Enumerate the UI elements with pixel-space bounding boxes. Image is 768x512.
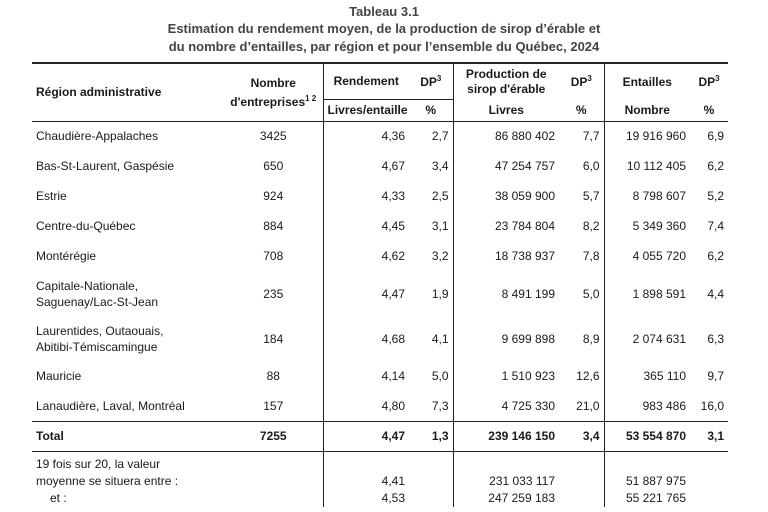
cell-entailles: 1 898 591 (604, 271, 690, 316)
cell-production: 38 059 900 (453, 181, 559, 211)
table-row (32, 391, 728, 421)
cell-entreprises: 884 (263, 219, 284, 233)
cell-entreprises: 157 (263, 398, 284, 413)
cell-dp-production: 7,7 (582, 129, 600, 144)
cell-dp-production: 6,0 (582, 159, 600, 173)
cell-rendement: 4,33 (323, 181, 409, 211)
cell-rendement: 4,62 (323, 241, 409, 271)
cell-dp-production: 5,7 (582, 189, 600, 203)
cell-production: 18 738 937 (453, 241, 559, 271)
cell-entailles: 10 112 405 (604, 151, 690, 181)
unit-dp-rendement: % (409, 99, 453, 121)
data-table (32, 62, 728, 507)
cell-entailles: 8 798 607 (604, 181, 690, 211)
table-row (32, 361, 728, 391)
cell-region: Bas-St-Laurent, Gaspésie (36, 159, 175, 173)
cell-rendement: 4,67 (323, 151, 409, 181)
total-dp-production: 3,4 (559, 421, 604, 451)
unit-dp-entailles: % (690, 99, 728, 121)
confidence-row (32, 451, 728, 507)
table-title-line2: du nombre d’entailles, par région et pour l’ensemble du Québec, 2024 (168, 39, 600, 54)
cell-entailles: 4 055 720 (604, 241, 690, 271)
confidence-empty (409, 451, 453, 507)
header-entailles: Entailles (604, 63, 690, 99)
cell-dp-entailles: 16,0 (700, 398, 724, 413)
cell-rendement: 4,47 (323, 271, 409, 316)
cell-production: 86 880 402 (453, 121, 559, 151)
confidence-empty (224, 451, 323, 507)
cell-production: 9 699 898 (453, 316, 559, 361)
table-row (32, 181, 728, 211)
cell-dp-entailles: 4,4 (707, 286, 724, 301)
cell-dp-entailles: 7,4 (707, 219, 724, 233)
unit-entailles: Nombre (604, 99, 690, 121)
cell-dp-rendement: 3,1 (431, 219, 449, 233)
confidence-label: 19 fois sur 20, la valeur moyenne se situera entre : et : (36, 456, 179, 505)
cell-dp-production: 5,0 (582, 286, 600, 301)
table-row (32, 271, 728, 316)
cell-rendement: 4,36 (323, 121, 409, 151)
cell-production: 47 254 757 (453, 151, 559, 181)
cell-entreprises: 235 (263, 286, 284, 301)
cell-rendement: 4,45 (323, 211, 409, 241)
table-label: Tableau 3.1 (349, 4, 419, 19)
cell-rendement: 4,80 (323, 391, 409, 421)
cell-dp-entailles: 6,3 (707, 331, 724, 346)
total-entailles: 53 554 870 (604, 421, 690, 451)
confidence-production: 231 033 117 247 259 183 (453, 451, 559, 507)
header-dp-rendement: $DP^3$ (409, 63, 453, 99)
cell-dp-entailles: 6,2 (707, 159, 724, 173)
cell-region: Mauricie (36, 369, 82, 383)
cell-entailles: 2 074 631 (604, 316, 690, 361)
table-row (32, 151, 728, 181)
cell-dp-production: 12,6 (576, 369, 600, 383)
cell-region: Montérégie (36, 249, 97, 263)
table-title-line1: Estimation du rendement moyen, de la production de sirop d’érable et (167, 21, 601, 36)
cell-production: 8 491 199 (453, 271, 559, 316)
header-rendement: Rendement (323, 63, 409, 99)
cell-entreprises: 650 (263, 159, 284, 173)
cell-entreprises: 924 (263, 189, 284, 203)
cell-dp-rendement: 1,9 (431, 286, 449, 301)
cell-dp-production: 21,0 (576, 398, 600, 413)
cell-dp-rendement: 3,4 (431, 159, 449, 173)
total-dp-entailles: 3,1 (690, 421, 728, 451)
cell-dp-production: 7,8 (582, 249, 600, 263)
header-dp-entailles: $DP^3$ (690, 63, 728, 99)
unit-dp-production: % (559, 99, 604, 121)
cell-region: Chaudière-Appalaches (36, 129, 159, 144)
cell-dp-rendement: 5,0 (431, 369, 449, 383)
table-row (32, 316, 728, 361)
cell-entailles: 19 916 960 (604, 121, 690, 151)
cell-entailles: 5 349 360 (604, 211, 690, 241)
total-row (32, 421, 728, 451)
cell-dp-rendement: 7,3 (431, 398, 449, 413)
confidence-rendement: 4,41 4,53 (323, 451, 409, 507)
total-label: Total (32, 421, 224, 451)
cell-entreprises: 88 (266, 369, 280, 383)
confidence-entailles: 51 887 975 55 221 765 (604, 451, 690, 507)
cell-dp-rendement: 3,2 (431, 249, 449, 263)
table-row (32, 121, 728, 151)
header-production: Production de sirop d'érable (453, 63, 559, 99)
cell-dp-entailles: 9,7 (707, 369, 724, 383)
cell-dp-rendement: 2,7 (431, 129, 449, 144)
cell-dp-entailles: 6,2 (707, 249, 724, 263)
total-entreprises: 7255 (224, 421, 323, 451)
header-entreprises: Nombre d'entreprises$^{1 2}$ (224, 63, 323, 121)
cell-rendement: 4,14 (323, 361, 409, 391)
cell-entailles: 365 110 (604, 361, 690, 391)
cell-dp-entailles: 6,9 (707, 129, 724, 144)
unit-production: Livres (453, 99, 559, 121)
cell-entreprises: 708 (263, 249, 284, 263)
cell-entreprises: 184 (263, 331, 284, 346)
cell-region: Centre-du-Québec (36, 219, 136, 233)
cell-entreprises: 3425 (259, 129, 287, 144)
confidence-empty (690, 451, 728, 507)
header-dp-production: $DP^3$ (559, 63, 604, 99)
total-rendement: 4,47 (323, 421, 409, 451)
cell-dp-entailles: 5,2 (707, 189, 724, 203)
cell-dp-rendement: 2,5 (431, 189, 449, 203)
cell-region: Estrie (36, 189, 67, 203)
cell-production: 1 510 923 (453, 361, 559, 391)
table-row (32, 241, 728, 271)
cell-production: 4 725 330 (453, 391, 559, 421)
confidence-empty (559, 451, 604, 507)
cell-region: Laurentides, Outaouais, Abitibi-Témiscamingue (36, 323, 164, 354)
header-region: Région administrative (32, 63, 224, 121)
unit-rendement: Livres/entaille (323, 99, 409, 121)
cell-entailles: 983 486 (604, 391, 690, 421)
total-production: 239 146 150 (453, 421, 559, 451)
cell-dp-production: 8,2 (582, 219, 600, 233)
cell-region: Capitale-Nationale, Saguenay/Lac-St-Jean (36, 278, 159, 309)
cell-production: 23 784 804 (453, 211, 559, 241)
table-row (32, 211, 728, 241)
header-row (32, 63, 728, 99)
cell-dp-production: 8,9 (582, 331, 600, 346)
total-dp-rendement: 1,3 (409, 421, 453, 451)
cell-dp-rendement: 4,1 (431, 331, 449, 346)
cell-rendement: 4,68 (323, 316, 409, 361)
cell-region: Lanaudière, Laval, Montréal (36, 398, 185, 413)
